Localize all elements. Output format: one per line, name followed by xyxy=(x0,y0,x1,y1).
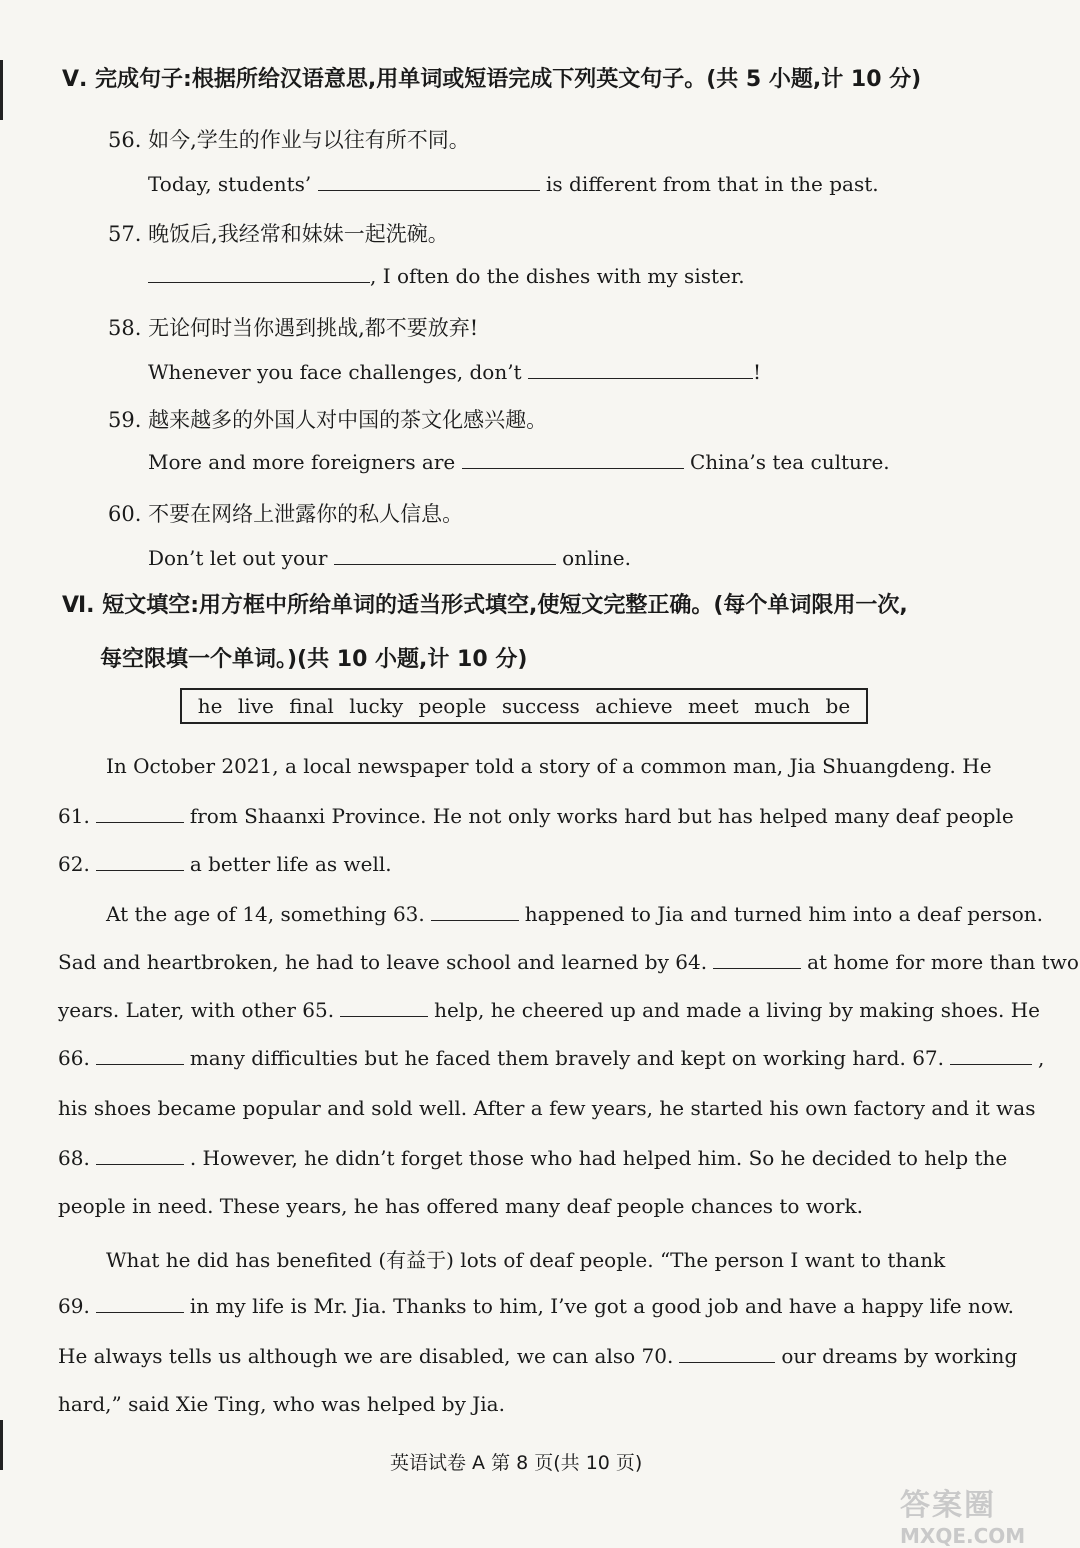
question-58-english: Whenever you face challenges, don’t ! xyxy=(148,360,761,384)
passage-line: In October 2021, a local newspaper told a story of a common man, Jia Shuangdeng. He xyxy=(106,754,992,778)
passage-line: Sad and heartbroken, he had to leave school and learned by 64. at home for more than two xyxy=(58,950,1079,974)
page-footer: 英语试卷 A 第 8 页(共 10 页) xyxy=(390,1452,643,1474)
question-56-chinese: 56. 如今,学生的作业与以往有所不同。 xyxy=(108,128,470,152)
question-59-english: More and more foreigners are China’s tea culture. xyxy=(148,450,890,474)
passage-line: 69. in my life is Mr. Jia. Thanks to him, I’ve got a good job and have a happy life now. xyxy=(58,1294,1014,1318)
word-bank-item: people xyxy=(418,694,487,718)
answer-blank-56[interactable] xyxy=(318,172,540,191)
question-60-english: Don’t let out your online. xyxy=(148,546,631,570)
word-bank-item: he xyxy=(197,694,223,718)
watermark-logo: 答案圈 MXQE.COM xyxy=(900,1488,1026,1548)
answer-blank-58[interactable] xyxy=(528,360,753,379)
passage-line: He always tells us although we are disabled, we can also 70. our dreams by working xyxy=(58,1344,1018,1368)
answer-blank-67[interactable] xyxy=(950,1048,1032,1065)
answer-blank-62[interactable] xyxy=(96,854,184,871)
answer-blank-66[interactable] xyxy=(96,1048,184,1065)
passage-line: 61. from Shaanxi Province. He not only works hard but has helped many deaf people xyxy=(58,804,1014,828)
passage-line: At the age of 14, something 63. happened to Jia and turned him into a deaf person. xyxy=(106,902,1043,926)
answer-blank-70[interactable] xyxy=(679,1346,775,1363)
answer-blank-65[interactable] xyxy=(340,1000,428,1017)
answer-blank-60[interactable] xyxy=(334,546,556,565)
answer-blank-69[interactable] xyxy=(96,1296,184,1313)
answer-blank-68[interactable] xyxy=(96,1148,184,1165)
word-bank-item: be xyxy=(825,694,851,718)
passage-line: 62. a better life as well. xyxy=(58,852,392,876)
section-6-heading-line2: 每空限填一个单词。)(共 10 小题,计 10 分) xyxy=(100,647,528,672)
answer-blank-64[interactable] xyxy=(713,952,801,969)
passage-line: years. Later, with other 65. help, he cheered up and made a living by making shoes. He xyxy=(58,998,1040,1022)
passage-line: 68. . However, he didn’t forget those who had helped him. So he decided to help the xyxy=(58,1146,1008,1170)
word-bank-item: lucky xyxy=(349,694,404,718)
answer-blank-59[interactable] xyxy=(462,450,684,469)
answer-blank-63[interactable] xyxy=(431,904,519,921)
answer-blank-61[interactable] xyxy=(96,806,184,823)
section-6-heading-line1: Ⅵ. 短文填空:用方框中所给单词的适当形式填空,使短文完整正确。(每个单词限用一次, xyxy=(62,593,908,618)
word-bank-item: much xyxy=(754,694,811,718)
question-59-chinese: 59. 越来越多的外国人对中国的茶文化感兴趣。 xyxy=(108,408,548,432)
answer-blank-57[interactable] xyxy=(148,264,370,283)
question-60-chinese: 60. 不要在网络上泄露你的私人信息。 xyxy=(108,502,464,526)
question-58-chinese: 58. 无论何时当你遇到挑战,都不要放弃! xyxy=(108,316,479,340)
passage-line: What he did has benefited (有益于) lots of deaf people. “The person I want to thank xyxy=(106,1248,946,1272)
question-56-english: Today, students’ is different from that in the past. xyxy=(148,172,879,196)
binding-mark-bottom xyxy=(0,1420,3,1470)
passage-line: hard,” said Xie Ting, who was helped by Jia. xyxy=(58,1392,505,1416)
binding-mark xyxy=(0,60,3,120)
word-bank-item: success xyxy=(501,694,580,718)
question-57-chinese: 57. 晚饭后,我经常和妹妹一起洗碗。 xyxy=(108,222,449,246)
passage-line: people in need. These years, he has offered many deaf people chances to work. xyxy=(58,1194,864,1218)
word-bank-item: final xyxy=(289,694,334,718)
passage-line: his shoes became popular and sold well. After a few years, he started his own factory and it was xyxy=(58,1096,1036,1120)
passage-line: 66. many difficulties but he faced them bravely and kept on working hard. 67. , xyxy=(58,1046,1045,1070)
section-5-heading: Ⅴ. 完成句子:根据所给汉语意思,用单词或短语完成下列英文句子。(共 5 小题,计 10 分) xyxy=(62,67,922,92)
word-bank-item: live xyxy=(237,694,274,718)
question-57-english: , I often do the dishes with my sister. xyxy=(148,264,745,288)
word-bank-item: meet xyxy=(688,694,739,718)
word-bank-box xyxy=(180,688,868,724)
word-bank-item: achieve xyxy=(595,694,673,718)
